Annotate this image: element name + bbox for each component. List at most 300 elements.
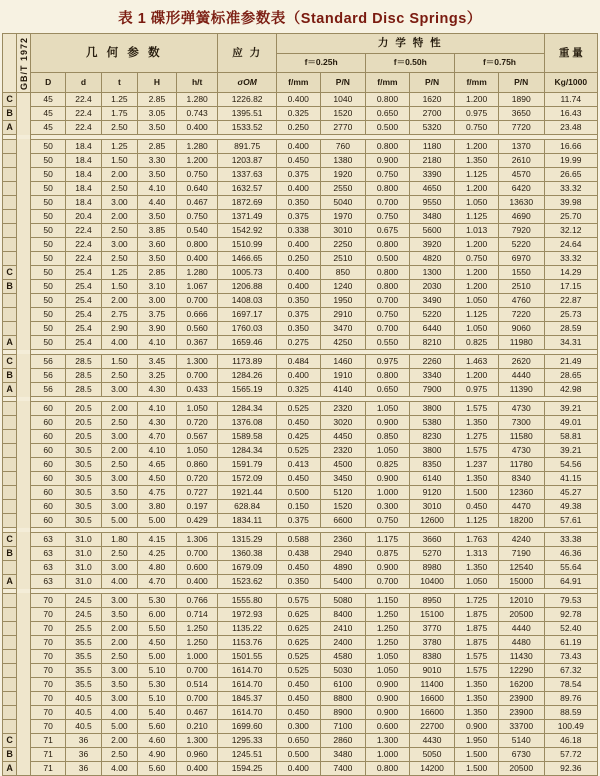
cell-f/mm: 1.200 (455, 238, 499, 252)
cell-P/N: 1380 (320, 154, 366, 168)
cell-d: 25.5 (66, 622, 102, 636)
cell-σOM: 1135.22 (218, 622, 277, 636)
col-weight-unit: Kg/1000 (544, 73, 597, 93)
cell-σOM: 1360.38 (218, 547, 277, 561)
row-class-cell (3, 416, 17, 430)
cell-t: 3.00 (101, 383, 137, 397)
cell-f/mm: 0.975 (455, 383, 499, 397)
cell-t: 2.50 (101, 252, 137, 266)
table-row (3, 294, 598, 308)
cell-t: 2.00 (101, 636, 137, 650)
cell-f/mm: 1.763 (455, 533, 499, 547)
row-class-cell (3, 458, 17, 472)
cell-weight: 39.98 (544, 196, 597, 210)
cell-weight: 67.32 (544, 664, 597, 678)
cell-f/mm: 0.800 (366, 369, 410, 383)
row-class-cell (3, 238, 17, 252)
cell-P/N: 33700 (498, 720, 544, 734)
cell-σOM: 1591.79 (218, 458, 277, 472)
cell-f/mm: 1.125 (455, 308, 499, 322)
cell-f/mm: 0.800 (366, 266, 410, 280)
cell-P/N: 4690 (498, 210, 544, 224)
table-row (3, 252, 598, 266)
cell-f/mm: 1.350 (455, 678, 499, 692)
cell-P/N: 2510 (320, 252, 366, 266)
cell-weight: 28.59 (544, 322, 597, 336)
cell-d: 40.5 (66, 706, 102, 720)
cell-t: 2.50 (101, 748, 137, 762)
table-row (3, 514, 598, 528)
col-H: H (137, 73, 176, 93)
cell-H: 5.30 (137, 594, 176, 608)
cell-P/N: 2620 (498, 355, 544, 369)
header-row-3 (3, 73, 598, 93)
cell-P/N: 11780 (498, 458, 544, 472)
table-row (3, 355, 598, 369)
cell-d: 35.5 (66, 664, 102, 678)
row-class-cell (3, 664, 17, 678)
table-row (3, 308, 598, 322)
cell-h/t: 0.400 (176, 762, 217, 776)
cell-d: 30.5 (66, 472, 102, 486)
cell-f/mm: 0.900 (366, 154, 410, 168)
cell-P/N: 3340 (409, 369, 455, 383)
cell-D: 70 (31, 622, 66, 636)
cell-f/mm: 1.125 (455, 210, 499, 224)
cell-P/N: 1240 (320, 280, 366, 294)
cell-f/mm: 1.350 (455, 692, 499, 706)
row-class-cell (3, 561, 17, 575)
cell-f/mm: 0.625 (277, 636, 321, 650)
cell-P/N: 20500 (498, 762, 544, 776)
cell-f/mm: 0.900 (366, 706, 410, 720)
table-row (3, 238, 598, 252)
cell-P/N: 6730 (498, 748, 544, 762)
row-class-cell (3, 706, 17, 720)
cell-σOM: 1632.57 (218, 182, 277, 196)
cell-f/mm: 0.750 (455, 121, 499, 135)
cell-P/N: 4450 (320, 430, 366, 444)
cell-P/N: 4440 (498, 622, 544, 636)
cell-d: 25.4 (66, 308, 102, 322)
cell-P/N: 2320 (320, 444, 366, 458)
cell-P/N: 4820 (409, 252, 455, 266)
cell-H: 3.10 (137, 280, 176, 294)
cell-H: 3.90 (137, 322, 176, 336)
cell-t: 1.50 (101, 280, 137, 294)
cell-h/t: 0.367 (176, 336, 217, 350)
cell-d: 22.4 (66, 121, 102, 135)
cell-d: 22.4 (66, 252, 102, 266)
cell-f/mm: 1.050 (366, 444, 410, 458)
cell-h/t: 0.433 (176, 383, 217, 397)
cell-H: 5.30 (137, 678, 176, 692)
cell-D: 60 (31, 500, 66, 514)
cell-P/N: 23900 (498, 706, 544, 720)
cell-P/N: 3780 (409, 636, 455, 650)
cell-H: 4.80 (137, 561, 176, 575)
cell-σOM: 1972.93 (218, 608, 277, 622)
cell-σOM: 1614.70 (218, 678, 277, 692)
cell-D: 56 (31, 383, 66, 397)
cell-d: 25.4 (66, 266, 102, 280)
cell-f/mm: 0.500 (277, 486, 321, 500)
cell-t: 2.50 (101, 547, 137, 561)
cell-t: 1.25 (101, 266, 137, 280)
cell-t: 2.50 (101, 182, 137, 196)
cell-weight: 79.53 (544, 594, 597, 608)
cell-d: 25.4 (66, 294, 102, 308)
cell-P/N: 11580 (498, 430, 544, 444)
cell-P/N: 3020 (320, 416, 366, 430)
cell-d: 28.5 (66, 383, 102, 397)
header-load-050h: f＝0.50h (366, 53, 455, 73)
cell-P/N: 4570 (498, 168, 544, 182)
cell-d: 25.4 (66, 336, 102, 350)
table-row (3, 622, 598, 636)
cell-t: 2.00 (101, 294, 137, 308)
cell-P/N: 2360 (320, 533, 366, 547)
cell-d: 22.4 (66, 107, 102, 121)
cell-H: 4.60 (137, 734, 176, 748)
cell-P/N: 7190 (498, 547, 544, 561)
table-row (3, 692, 598, 706)
cell-f/mm: 0.275 (277, 336, 321, 350)
cell-P/N: 2610 (498, 154, 544, 168)
cell-f/mm: 0.675 (366, 224, 410, 238)
row-class-cell (3, 322, 17, 336)
row-class-cell (3, 720, 17, 734)
cell-σOM: 1395.51 (218, 107, 277, 121)
cell-P/N: 4440 (498, 369, 544, 383)
cell-f/mm: 0.250 (277, 121, 321, 135)
cell-f/mm: 1.000 (366, 748, 410, 762)
cell-f/mm: 0.350 (277, 322, 321, 336)
cell-P/N: 11390 (498, 383, 544, 397)
cell-P/N: 9550 (409, 196, 455, 210)
cell-D: 60 (31, 472, 66, 486)
cell-h/t: 0.429 (176, 514, 217, 528)
cell-D: 60 (31, 402, 66, 416)
cell-t: 4.00 (101, 762, 137, 776)
cell-P/N: 5220 (409, 308, 455, 322)
cell-f/mm: 0.484 (277, 355, 321, 369)
row-class-cell (3, 182, 17, 196)
cell-P/N: 1890 (498, 93, 544, 107)
cell-P/N: 2910 (320, 308, 366, 322)
cell-d: 20.5 (66, 402, 102, 416)
cell-σOM: 1284.34 (218, 402, 277, 416)
cell-σOM: 1679.09 (218, 561, 277, 575)
cell-f/mm: 0.875 (366, 547, 410, 561)
cell-t: 2.50 (101, 369, 137, 383)
cell-σOM: 891.75 (218, 140, 277, 154)
row-class-cell (3, 514, 17, 528)
cell-weight: 16.66 (544, 140, 597, 154)
cell-f/mm: 0.525 (277, 664, 321, 678)
cell-P/N: 1970 (320, 210, 366, 224)
cell-f/mm: 0.425 (277, 430, 321, 444)
cell-f/mm: 0.525 (277, 444, 321, 458)
cell-P/N: 9010 (409, 664, 455, 678)
cell-P/N: 15100 (409, 608, 455, 622)
cell-D: 63 (31, 575, 66, 589)
row-class-cell (3, 678, 17, 692)
cell-P/N: 2770 (320, 121, 366, 135)
cell-f/mm: 0.700 (366, 575, 410, 589)
cell-σOM: 1572.09 (218, 472, 277, 486)
cell-weight: 49.38 (544, 500, 597, 514)
cell-f/mm: 1.575 (455, 664, 499, 678)
cell-h/t: 0.467 (176, 706, 217, 720)
cell-f/mm: 0.450 (277, 706, 321, 720)
cell-H: 4.40 (137, 196, 176, 210)
cell-P/N: 16600 (409, 706, 455, 720)
cell-P/N: 10400 (409, 575, 455, 589)
cell-P/N: 15000 (498, 575, 544, 589)
cell-weight: 55.64 (544, 561, 597, 575)
cell-d: 18.4 (66, 196, 102, 210)
cell-f/mm: 1.125 (455, 514, 499, 528)
cell-P/N: 4480 (498, 636, 544, 650)
cell-d: 30.5 (66, 486, 102, 500)
cell-D: 60 (31, 514, 66, 528)
table-row (3, 472, 598, 486)
cell-d: 35.5 (66, 650, 102, 664)
cell-weight: 52.40 (544, 622, 597, 636)
row-class-cell (3, 500, 17, 514)
cell-P/N: 9060 (498, 322, 544, 336)
row-class-cell (3, 594, 17, 608)
cell-P/N: 8340 (498, 472, 544, 486)
cell-P/N: 20500 (498, 608, 544, 622)
cell-P/N: 3800 (409, 402, 455, 416)
cell-weight: 17.15 (544, 280, 597, 294)
cell-D: 50 (31, 266, 66, 280)
row-class-cell: C (3, 355, 17, 369)
cell-D: 70 (31, 594, 66, 608)
cell-h/t: 0.210 (176, 720, 217, 734)
cell-P/N: 2180 (409, 154, 455, 168)
cell-h/t: 0.700 (176, 547, 217, 561)
cell-t: 2.00 (101, 402, 137, 416)
cell-H: 4.30 (137, 416, 176, 430)
cell-t: 2.90 (101, 322, 137, 336)
cell-H: 3.50 (137, 168, 176, 182)
cell-P/N: 1550 (498, 266, 544, 280)
cell-H: 3.50 (137, 210, 176, 224)
cell-D: 60 (31, 486, 66, 500)
cell-P/N: 4140 (320, 383, 366, 397)
cell-P/N: 1040 (320, 93, 366, 107)
cell-P/N: 5320 (409, 121, 455, 135)
cell-d: 36 (66, 762, 102, 776)
cell-P/N: 5380 (409, 416, 455, 430)
cell-weight: 39.21 (544, 402, 597, 416)
cell-P/N: 7220 (498, 308, 544, 322)
cell-t: 4.00 (101, 575, 137, 589)
cell-t: 1.80 (101, 533, 137, 547)
table-row (3, 107, 598, 121)
cell-f/mm: 0.825 (455, 336, 499, 350)
cell-P/N: 1520 (320, 107, 366, 121)
row-class-cell (3, 196, 17, 210)
cell-d: 30.5 (66, 444, 102, 458)
cell-P/N: 6440 (409, 322, 455, 336)
cell-f/mm: 1.125 (455, 168, 499, 182)
cell-f/mm: 0.575 (277, 594, 321, 608)
cell-D: 50 (31, 294, 66, 308)
cell-f/mm: 1.875 (455, 622, 499, 636)
cell-f/mm: 0.550 (366, 336, 410, 350)
cell-P/N: 16200 (498, 678, 544, 692)
cell-h/t: 0.860 (176, 458, 217, 472)
cell-P/N: 1620 (409, 93, 455, 107)
cell-P/N: 1460 (320, 355, 366, 369)
cell-f/mm: 1.250 (366, 622, 410, 636)
cell-f/mm: 0.900 (366, 678, 410, 692)
cell-D: 50 (31, 140, 66, 154)
cell-P/N: 4730 (498, 444, 544, 458)
cell-H: 2.85 (137, 266, 176, 280)
cell-t: 3.00 (101, 500, 137, 514)
cell-f/mm: 0.975 (455, 107, 499, 121)
cell-H: 4.65 (137, 458, 176, 472)
row-class-cell (3, 294, 17, 308)
cell-f/mm: 1.350 (455, 706, 499, 720)
cell-P/N: 12290 (498, 664, 544, 678)
cell-H: 3.75 (137, 308, 176, 322)
cell-P/N: 3010 (320, 224, 366, 238)
cell-f/mm: 1.875 (455, 636, 499, 650)
cell-P/N: 4730 (498, 402, 544, 416)
cell-D: 50 (31, 196, 66, 210)
row-class-cell: C (3, 533, 17, 547)
cell-D: 71 (31, 748, 66, 762)
cell-H: 4.15 (137, 533, 176, 547)
cell-D: 50 (31, 224, 66, 238)
cell-σOM: 1245.51 (218, 748, 277, 762)
cell-f/mm: 0.400 (277, 762, 321, 776)
cell-P/N: 4250 (320, 336, 366, 350)
cell-P/N: 8950 (409, 594, 455, 608)
cell-P/N: 8210 (409, 336, 455, 350)
cell-weight: 45.27 (544, 486, 597, 500)
row-class-cell (3, 486, 17, 500)
cell-weight: 19.99 (544, 154, 597, 168)
cell-P/N: 4430 (409, 734, 455, 748)
cell-f/mm: 1.950 (455, 734, 499, 748)
cell-P/N: 3470 (320, 322, 366, 336)
cell-weight: 64.91 (544, 575, 597, 589)
cell-f/mm: 0.900 (455, 720, 499, 734)
cell-h/t: 0.800 (176, 238, 217, 252)
cell-f/mm: 0.400 (277, 238, 321, 252)
cell-f/mm: 0.750 (366, 210, 410, 224)
cell-P/N: 2400 (320, 636, 366, 650)
cell-f/mm: 0.900 (366, 692, 410, 706)
cell-f/mm: 0.750 (366, 168, 410, 182)
cell-P/N: 1950 (320, 294, 366, 308)
cell-P/N: 5400 (320, 575, 366, 589)
cell-weight: 32.12 (544, 224, 597, 238)
cell-H: 3.50 (137, 121, 176, 135)
cell-f/mm: 0.900 (366, 416, 410, 430)
col-f3: f/mm (455, 73, 499, 93)
cell-h/t: 0.743 (176, 107, 217, 121)
cell-f/mm: 1.575 (455, 444, 499, 458)
cell-h/t: 1.280 (176, 140, 217, 154)
cell-H: 5.00 (137, 514, 176, 528)
cell-f/mm: 0.450 (455, 500, 499, 514)
cell-P/N: 11400 (409, 678, 455, 692)
cell-P/N: 3800 (409, 444, 455, 458)
table-row (3, 748, 598, 762)
cell-P/N: 18200 (498, 514, 544, 528)
cell-f/mm: 1.463 (455, 355, 499, 369)
cell-weight: 92.36 (544, 762, 597, 776)
cell-H: 5.00 (137, 650, 176, 664)
cell-t: 3.00 (101, 472, 137, 486)
cell-weight: 23.48 (544, 121, 597, 135)
cell-f/mm: 0.150 (277, 500, 321, 514)
cell-σOM: 1555.80 (218, 594, 277, 608)
header-load-025h: f＝0.25h (277, 53, 366, 73)
col-d: d (66, 73, 102, 93)
cell-f/mm: 0.350 (277, 294, 321, 308)
cell-D: 71 (31, 734, 66, 748)
cell-h/t: 1.050 (176, 444, 217, 458)
cell-f/mm: 0.900 (366, 561, 410, 575)
cell-D: 63 (31, 547, 66, 561)
cell-P/N: 5140 (498, 734, 544, 748)
cell-d: 40.5 (66, 720, 102, 734)
row-class-cell (3, 168, 17, 182)
cell-D: 70 (31, 678, 66, 692)
cell-D: 45 (31, 93, 66, 107)
cell-h/t: 0.720 (176, 416, 217, 430)
cell-D: 70 (31, 720, 66, 734)
cell-f/mm: 1.200 (455, 93, 499, 107)
row-class-cell: A (3, 383, 17, 397)
table-row (3, 140, 598, 154)
cell-t: 2.00 (101, 622, 137, 636)
col-t: t (101, 73, 137, 93)
cell-P/N: 2510 (498, 280, 544, 294)
cell-P/N: 5030 (320, 664, 366, 678)
cell-P/N: 12600 (409, 514, 455, 528)
cell-d: 20.5 (66, 416, 102, 430)
table-row (3, 678, 598, 692)
cell-h/t: 0.750 (176, 210, 217, 224)
cell-weight: 57.72 (544, 748, 597, 762)
cell-f/mm: 0.800 (366, 238, 410, 252)
cell-weight: 16.43 (544, 107, 597, 121)
cell-P/N: 4580 (320, 650, 366, 664)
cell-σOM: 1371.49 (218, 210, 277, 224)
cell-d: 31.0 (66, 575, 102, 589)
cell-σOM: 1760.03 (218, 322, 277, 336)
cell-f/mm: 0.850 (366, 430, 410, 444)
table-row (3, 594, 598, 608)
cell-t: 2.50 (101, 121, 137, 135)
cell-D: 70 (31, 692, 66, 706)
cell-D: 60 (31, 430, 66, 444)
table-row (3, 369, 598, 383)
cell-σOM: 1173.89 (218, 355, 277, 369)
cell-P/N: 1920 (320, 168, 366, 182)
cell-weight: 26.65 (544, 168, 597, 182)
